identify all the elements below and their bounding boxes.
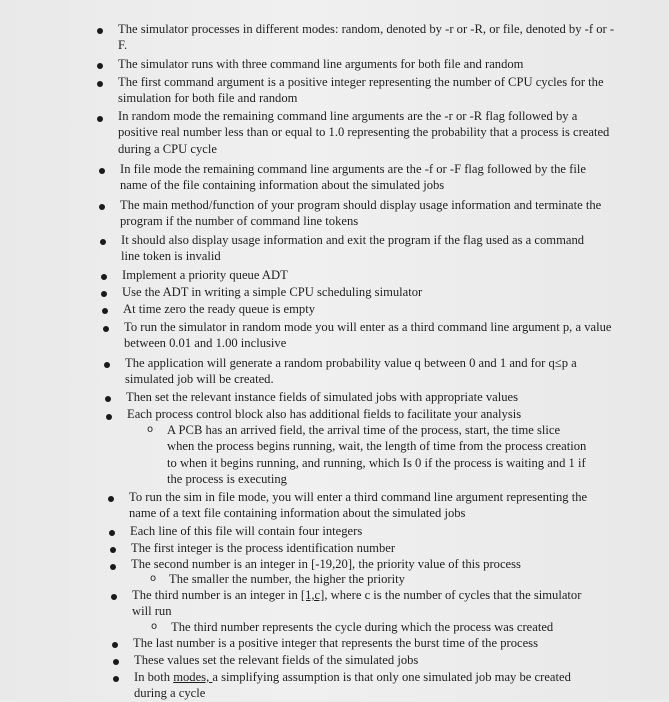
list-item: The main method/function of your program should display usage information and terminate the program if the number of command line tokens (120, 198, 602, 229)
sub-list-item: The third number represents the cycle during which the process was created (171, 620, 554, 634)
bullet-dot (108, 496, 114, 502)
sub-bullet-circle: o (150, 573, 157, 584)
list-item: In file mode the remaining command line arguments are the -f or -F flag followed by the file name of the file containing information about the simulated jobs (120, 162, 586, 193)
bullet-dot (105, 396, 111, 402)
list-item: Each process control block also has additional fields to facilitate your analysis (127, 407, 522, 421)
list-item: To run the sim in file mode, you will enter a third command line argument representing the name of a text file containing information about the simulated jobs (129, 490, 588, 521)
bullet-dot (103, 326, 109, 332)
bullet-dot (97, 116, 103, 122)
list-item: In both modes, a simplifying assumption is that only one simulated job may be created during a cycle (134, 670, 571, 701)
list-item: In random mode the remaining command line arguments are the -r or -R flag followed by a positive real number less than or equal to 1.0 representing the probability that a process is created during a CPU cycle (118, 109, 610, 156)
list-item: Each line of this file will contain four integers (130, 524, 363, 538)
bullet-dot (112, 642, 118, 648)
list-item: These values set the relevant fields of the simulated jobs (134, 653, 419, 667)
sub-bullet-circle: o (147, 424, 154, 435)
bullet-dot (97, 63, 103, 69)
bullet-dot (99, 168, 105, 174)
bullet-dot (101, 274, 107, 280)
bullet-dot (104, 362, 110, 368)
list-item: The third number is an integer in [1,c], where c is the number of cycles that the simulator will run (132, 588, 582, 619)
bullet-dot (101, 291, 107, 297)
list-item: Implement a priority queue ADT (122, 268, 288, 282)
bullet-dot (97, 28, 103, 34)
sub-list-item: A PCB has an arrived field, the arrival time of the process, start, the time slice when the process begins running, wait, the length of time from the process creation to when it begins running, and running, which Is 0 if the process is waiting and 1 if the process is executing (167, 423, 587, 486)
list-item: It should also display usage information and exit the program if the flag used as a command line token is invalid (121, 233, 585, 264)
bullet-dot (97, 81, 103, 87)
list-item: The application will generate a random probability value q between 0 and 1 and for q≤p a simulated job will be created. (125, 356, 577, 387)
sub-list-item: The smaller the number, the higher the priority (169, 572, 405, 586)
list-item: The first command argument is a positive integer representing the number of CPU cycles for the simulation for both file and random (118, 75, 604, 106)
bullet-dot (113, 676, 119, 682)
bullet-dot (110, 547, 116, 553)
bullet-dot (111, 594, 117, 600)
list-item: Use the ADT in writing a simple CPU scheduling simulator (122, 285, 423, 299)
bullet-dot (100, 239, 106, 245)
sub-bullet-circle: o (151, 621, 158, 632)
list-item: The last number is a positive integer that represents the burst time of the process (133, 636, 538, 650)
list-item: To run the simulator in random mode you will enter as a third command line argument p, a value between 0.01 and 1.00 inclusive (124, 320, 612, 351)
bullet-dot (99, 204, 105, 210)
bullet-dot (110, 564, 116, 570)
list-item: The simulator runs with three command line arguments for both file and random (118, 57, 524, 71)
list-item: The first integer is the process identification number (131, 541, 396, 555)
bullet-dot (102, 308, 108, 314)
list-item: At time zero the ready queue is empty (123, 302, 315, 316)
bullet-dot (106, 414, 112, 420)
bullet-dot (113, 659, 119, 665)
list-item: The simulator processes in different modes: random, denoted by -r or -R, or file, denoted by -f or -F. (118, 22, 615, 53)
list-item: The second number is an integer in [-19,20], the priority value of this process (131, 557, 521, 571)
list-item: Then set the relevant instance fields of simulated jobs with appropriate values (126, 390, 519, 404)
bullet-dot (109, 530, 115, 536)
